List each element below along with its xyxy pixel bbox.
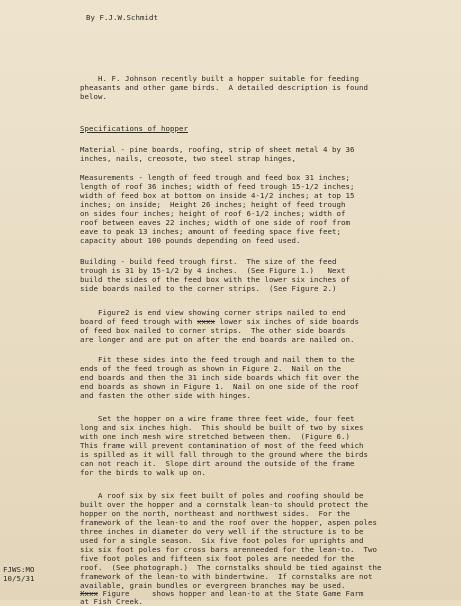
struck-text: Xxxx bbox=[80, 589, 98, 598]
figure2-line: Figure2 is end view showing corner strips nailed to end bbox=[80, 308, 346, 317]
fit-line: Fit these sides into the feed trough and nail them to the bbox=[80, 355, 355, 364]
date: 10/5/31 bbox=[3, 573, 35, 583]
measurements-line: Measurements - length of feed trough and feed box 31 inches; bbox=[80, 173, 350, 182]
material-line: Material - pine boards, roofing, strip of sheet metal 4 by 36 bbox=[80, 145, 355, 154]
measurements-line: length of roof 36 inches; width of feed trough 15-1/2 inches; bbox=[80, 182, 355, 191]
roof-line: built over the hopper and a cornstalk lean-to should protect the bbox=[80, 500, 368, 509]
fit-line: and fasten the other side with hinges. bbox=[80, 391, 251, 400]
set-line: for the birds to walk up on. bbox=[80, 468, 206, 477]
roof-line: available, grain bundles or evergreen branches may be used. bbox=[80, 581, 346, 590]
roof-line: six six foot poles for cross bars arenneeded for the lean-to. Two bbox=[80, 545, 377, 554]
material-line: inches, nails, creosote, two steel strap hinges, bbox=[80, 154, 296, 163]
measurements-line: roof between eaves 22 inches; width of one side of roof from bbox=[80, 218, 350, 227]
intro-line: H. F. Johnson recently built a hopper suitable for feeding bbox=[80, 74, 359, 83]
byline: By F.J.W.Schmidt bbox=[86, 13, 158, 22]
set-line: Set the hopper on a wire frame three feet wide, four feet bbox=[80, 414, 355, 423]
fit-line: end boards and then the 31 inch side boards which fit over the bbox=[80, 373, 359, 382]
roof-line: five foot poles and fifteen six foot poles are needed for the bbox=[80, 554, 355, 563]
set-line: This frame will prevent contamination of most of the feed which bbox=[80, 441, 364, 450]
fit-line: end boards as shown in Figure 1. Nail on one side of the roof bbox=[80, 382, 359, 391]
initials: FJWS:MO bbox=[3, 565, 35, 574]
last-line-text: Figure shows hopper and lean-to at the State Game Farm bbox=[98, 589, 364, 598]
section-heading: Specifications of hopper bbox=[80, 124, 188, 133]
roof-line: three inches in diameter do very well if the structure is to be bbox=[80, 527, 364, 536]
struck-text: xxxx bbox=[197, 317, 215, 326]
roof-line: used for a single season. Six five foot poles for uprights and bbox=[80, 536, 364, 545]
set-line: can not reach it. Slope dirt around the outside of the frame bbox=[80, 459, 355, 468]
set-line: with one inch mesh wire stretched between them. (Figure 6.) bbox=[80, 432, 350, 441]
set-line: is spilled as it will fall through to the ground where the birds bbox=[80, 450, 368, 459]
measurements-line: eave to peak 13 inches; amount of feeding space five feet; bbox=[80, 227, 341, 236]
measurements-line: width of feed box at bottom on inside 4-1/2 inches; at top 15 bbox=[80, 191, 355, 200]
measurements-line: inches; on inside; Height 26 inches; height of feed trough bbox=[80, 200, 346, 209]
figure2-line: of feed box nailed to corner strips. The other side boards bbox=[80, 326, 346, 335]
fit-line: ends of the feed trough as shown in Figure 2. Nail on the bbox=[80, 364, 341, 373]
intro-line: below. bbox=[80, 92, 107, 101]
intro-line: pheasants and other game birds. A detailed description is found bbox=[80, 83, 368, 92]
figure2-line-text: board of feed trough with bbox=[80, 317, 197, 326]
roof-line: A roof six by six feet built of poles and roofing should be bbox=[80, 491, 364, 500]
set-line: long and six inches high. This should be built of two by sixes bbox=[80, 423, 364, 432]
reference-initials bbox=[3, 566, 35, 583]
building-line: trough is 31 by 15-1/2 by 4 inches. (See Figure 1.) Next bbox=[80, 266, 346, 275]
roof-line: roof. (See photograph.) The cornstalks should be tied against the bbox=[80, 563, 382, 572]
roof-line: framework of the lean-to with bindertwine. If cornstalks are not bbox=[80, 572, 373, 581]
last-line: at Fish Creek. bbox=[80, 597, 143, 606]
measurements-line: on sides four inches; height of roof 6-1/2 inches; width of bbox=[80, 209, 346, 218]
roof-line: hopper on the north, northeast and northwest sides. For the bbox=[80, 509, 350, 518]
building-line: side boards nailed to the corner strips. (See Figure 2.) bbox=[80, 284, 337, 293]
measurements-line: capacity about 100 pounds depending on feed used. bbox=[80, 236, 301, 245]
figure2-line-text: lower six inches of side boards bbox=[215, 317, 359, 326]
figure2-line: are longer and are put on after the end boards are nailed on. bbox=[80, 335, 355, 344]
roof-line: framework of the lean-to and the roof over the hopper, aspen poles bbox=[80, 518, 377, 527]
building-line: Building - build feed trough first. The size of the feed bbox=[80, 257, 337, 266]
building-line: build the sides of the feed box with the lower six inches of bbox=[80, 275, 350, 284]
